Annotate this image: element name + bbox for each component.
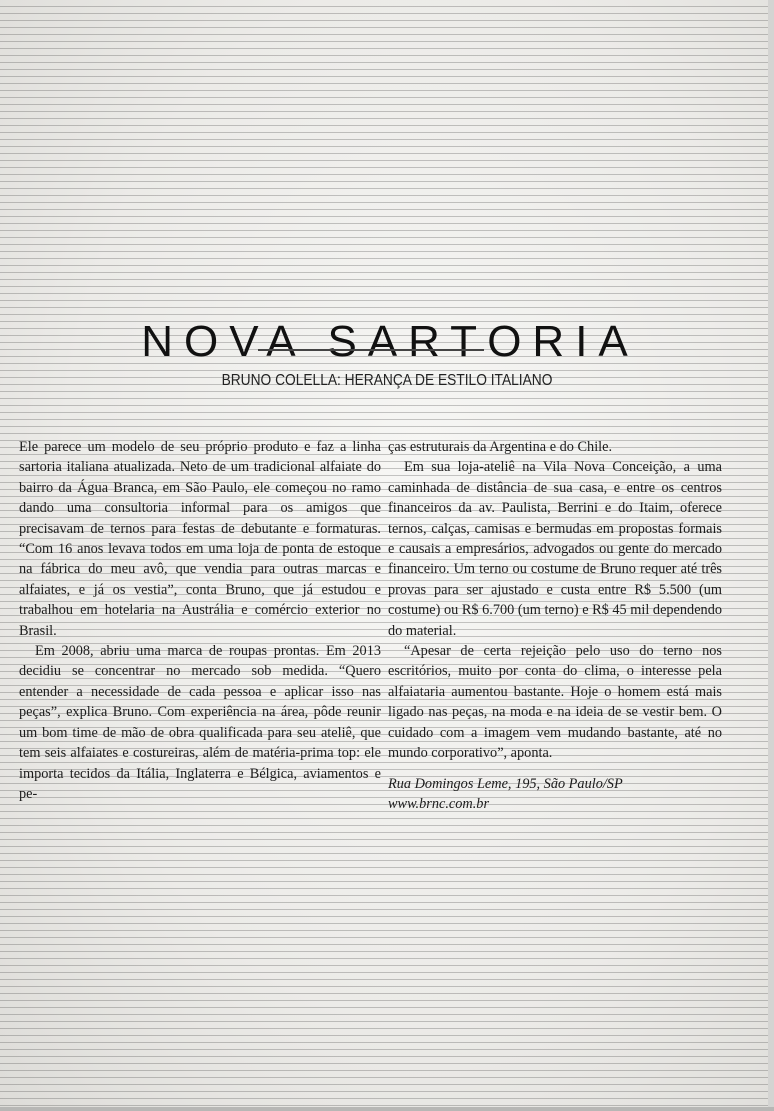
store-address: Rua Domingos Leme, 195, São Paulo/SP	[388, 775, 623, 792]
article-title: NOVA SARTORIA	[141, 317, 639, 367]
paragraph: Em sua loja-ateliê na Vila Nova Conceição, a uma caminhada de distância de sua casa, e entre os centros financeiros da av. Paulista, Berrini e do Itaim, oferece ternos, calças, camisas e bermudas em propostas formais e causais a empresários, advogados ou gente do mercado financeiro. Um terno ou costume de Bruno requer até três provas para ser ajustado e custa entre R$ 5.500 (um costume) ou R$ 6.700 (um terno) e R$ 45 mil dependendo do material.	[388, 459, 722, 639]
store-website: www.brnc.com.br	[388, 795, 490, 812]
page-bottom-edge	[0, 1107, 774, 1111]
paragraph: “Apesar de certa rejeição pelo uso do terno nos escritórios, muito por conta do clima, o interesse pela alfaiataria aumentou bastante. Hoje o homem está mais ligado nas peças, na moda e na ideia de se vestir bem. O cuidado com a imagem vem mudando bastante, até no mundo corporativo”, aponta.	[388, 643, 722, 762]
right-column	[388, 437, 722, 814]
article-subtitle: BRUNO COLELLA: HERANÇA DE ESTILO ITALIANO	[221, 372, 553, 389]
left-column	[19, 437, 381, 804]
paragraph: ças estruturais da Argentina e do Chile.	[388, 439, 613, 455]
paragraph: Ele parece um modelo de seu próprio produto e faz a linha sartoria italiana atualizada. Neto de um tradicional alfaiate do bairro da Água Branca, em São Paulo, ele começou no ramo dando uma consultoria informal para os amigos que precisavam de ternos para festas de debutante e formaturas. “Com 16 anos levava todos em uma loja de ponta de estoque na fábrica do meu avô, que vendia para outras marcas e alfaiates, e já os vestia”, conta Bruno, que já estudou e trabalhou em hotelaria na Austrália e comércio exterior no Brasil.	[19, 439, 381, 639]
page-edge-shadow	[768, 0, 774, 1111]
paragraph: Em 2008, abriu uma marca de roupas prontas. Em 2013 decidiu se concentrar no mercado sob medida. “Quero entender a necessidade de cada pessoa e aplicar isso nas peças”, explica Bruno. Com experiência na área, pôde reunir um bom time de mão de obra qualificada para seu ateliê, que tem seis alfaiates e costureiras, além de matéria-prima top: ele importa tecidos da Itália, Inglaterra e Bélgica, aviamentos e pe-	[19, 643, 381, 802]
title-divider	[258, 349, 484, 351]
